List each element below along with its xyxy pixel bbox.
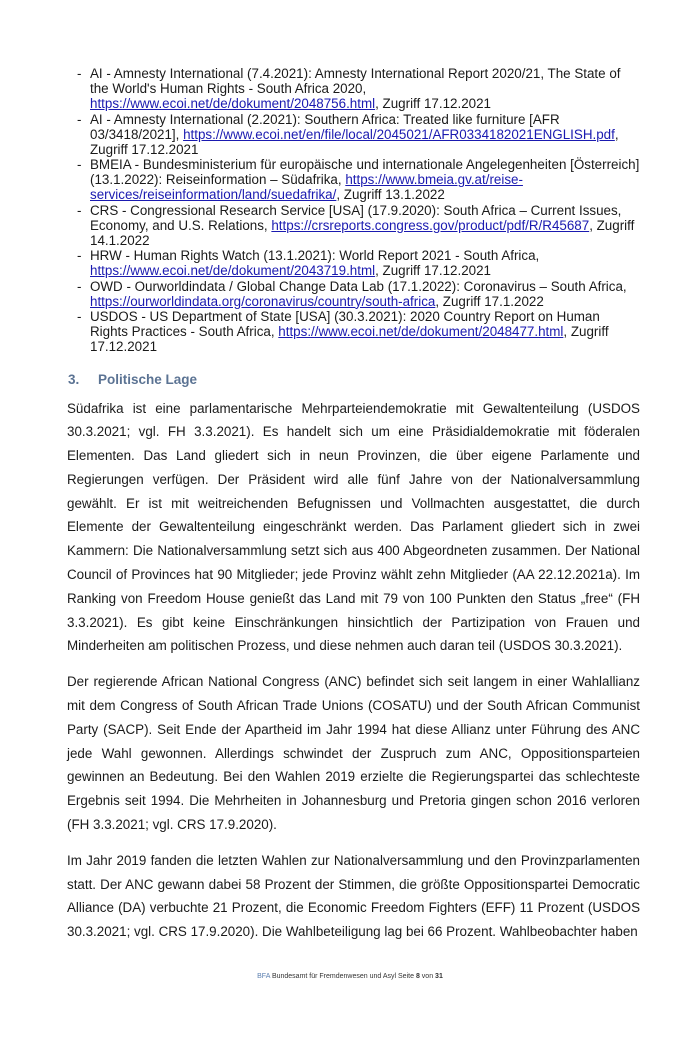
reference-link[interactable]: https://ourworldindata.org/coronavirus/country/south-africa bbox=[90, 293, 436, 309]
footer-page-number: 8 bbox=[415, 973, 420, 981]
reference-item bbox=[74, 248, 640, 278]
paragraph: Der regierende African National Congress (ANC) befindet sich seit langem in einer Wahlallianz mit dem Congress of South African Trade Unions (COSATU) und der South African Communist Party (SACP). Seit Ende der Apartheid im Jahr 1994 hat diese Allianz unter Führung des ANC jede Wahl gewonnen. Allerdings schwindet der Zuspruch zum ANC, Oppositionsparteien gewinnen an Bedeutung. Bei den Wahlen 2019 erzielte die Regierungspartei das schlechteste Ergebnis seit 1994. Die Mehrheiten in Johannesburg und Pretoria gingen schon 2016 verloren (FH 3.3.2021; vgl. CRS 17.9.2020). bbox=[67, 674, 640, 833]
reference-link[interactable]: https://www.bmeia.gv.at/reise-services/reiseinformation/land/suedafrika/ bbox=[90, 172, 523, 202]
reference-text: AI - Amnesty International (2.2021): Southern Africa: Treated like furniture [AFR 03/3418/2021], bbox=[90, 111, 560, 142]
reference-text: HRW - Human Rights Watch (13.1.2021): World Report 2021 - South Africa, bbox=[90, 248, 540, 263]
reference-access-date: , Zugriff 13.1.2022 bbox=[336, 187, 445, 202]
reference-link[interactable]: https://crsreports.congress.gov/product/pdf/R/R45687 bbox=[271, 217, 590, 233]
reference-item bbox=[74, 112, 640, 157]
reference-link[interactable]: https://www.ecoi.net/de/dokument/2048756.html bbox=[90, 96, 376, 111]
reference-access-date: , Zugriff 17.1.2022 bbox=[435, 293, 544, 309]
paragraph: Im Jahr 2019 fanden die letzten Wahlen zur Nationalversammlung und den Provinzparlamenten statt. Der ANC gewann dabei 58 Prozent der Stimmen, die größte Oppositionspartei Democratic Alliance (DA) verbuchte 21 Prozent, die Economic Freedom Fighters (EFF) 11 Prozent (USDOS 30.3.2021; vgl. CRS 17.9.2020). Die Wahlbeteiligung lag bei 66 Prozent. Wahlbeobachter haben bbox=[67, 852, 640, 940]
footer-page-label: Seite bbox=[398, 973, 414, 981]
reference-item bbox=[74, 157, 640, 202]
reference-link[interactable]: https://www.ecoi.net/en/file/local/2045021/AFR0334182021ENGLISH.pdf bbox=[183, 126, 615, 142]
reference-access-date: , Zugriff 17.12.2021 bbox=[375, 96, 491, 111]
reference-text: BMEIA - Bundesministerium für europäische und internationale Angelegenheiten [Österreich] (13.1.2022): Reiseinformation – Südafrika, bbox=[90, 157, 640, 187]
reference-text: USDOS - US Department of State [USA] (30.3.2021): 2020 Country Report on Human Rights Practices - South Africa, bbox=[90, 309, 600, 339]
reference-access-date: , Zugriff 17.12.2021 bbox=[90, 324, 609, 354]
reference-text: AI - Amnesty International (7.4.2021): Amnesty International Report 2020/21, The State of the World's Human Rights - South Africa 2020, bbox=[90, 66, 621, 96]
reference-text: CRS - Congressional Research Service [USA] (17.9.2020): South Africa – Current Issues, Economy, and U.S. Relations, bbox=[90, 202, 622, 233]
page-footer bbox=[0, 956, 700, 982]
footer-brand: BFA bbox=[257, 973, 270, 981]
reference-list bbox=[74, 66, 640, 355]
reference-item bbox=[74, 309, 640, 354]
section-number: 3. bbox=[68, 371, 80, 387]
footer-org: Bundesamt für Fremdenwesen und Asyl bbox=[271, 973, 397, 981]
paragraph: Südafrika ist eine parlamentarische Mehrparteiendemokratie mit Gewaltenteilung (USDOS 30.3.2021; vgl. FH 3.3.2021). Es handelt sich um eine Präsidialdemokratie mit föderalen Elementen. Das Land gliedert sich in neun Provinzen, die über eigene Parlamente und Regierungen verfügen. Der Präsident wird alle fünf Jahre von der Nationalversammlung gewählt. Er ist mit weitreichenden Befugnissen und Vollmachten ausgestattet, die durch Elemente der Gewaltenteilung eingeschränkt werden. Das Parlament gliedert sich in zwei Kammern: Die Nationalversammlung setzt sich aus 400 Abgeordneten zusammen. Der National Council of Provinces hat 90 Mitglieder; jede Provinz wählt zehn Mitglieder (AA 22.12.2021a). Im Ranking von Freedom House genießt das Land mit 79 von 100 Punkten den Status „free“ (FH 3.3.2021). Es gibt keine Einschränkungen hinsichtlich der Partizipation von Frauen und Minderheiten am politischen Prozess, und diese nehmen auch daran teil (USDOS 30.3.2021). bbox=[67, 400, 640, 654]
reference-item bbox=[74, 279, 640, 309]
reference-item bbox=[74, 203, 640, 248]
reference-item bbox=[74, 66, 640, 111]
reference-link[interactable]: https://www.ecoi.net/de/dokument/2048477.html bbox=[278, 324, 564, 339]
section-title: Politische Lage bbox=[98, 371, 198, 387]
reference-access-date: , Zugriff 17.12.2021 bbox=[375, 263, 491, 278]
reference-access-date: , Zugriff 17.12.2021 bbox=[90, 126, 619, 157]
footer-page-total: 31 bbox=[435, 973, 443, 981]
reference-access-date: , Zugriff 14.1.2022 bbox=[90, 217, 635, 248]
footer-of-label: von bbox=[421, 973, 434, 981]
reference-text: OWD - Ourworldindata / Global Change Data Lab (17.1.2022): Coronavirus – South Africa, bbox=[90, 278, 627, 294]
section-heading bbox=[68, 371, 640, 389]
body-text bbox=[67, 397, 640, 957]
reference-link[interactable]: https://www.ecoi.net/de/dokument/2043719.html bbox=[90, 263, 376, 278]
